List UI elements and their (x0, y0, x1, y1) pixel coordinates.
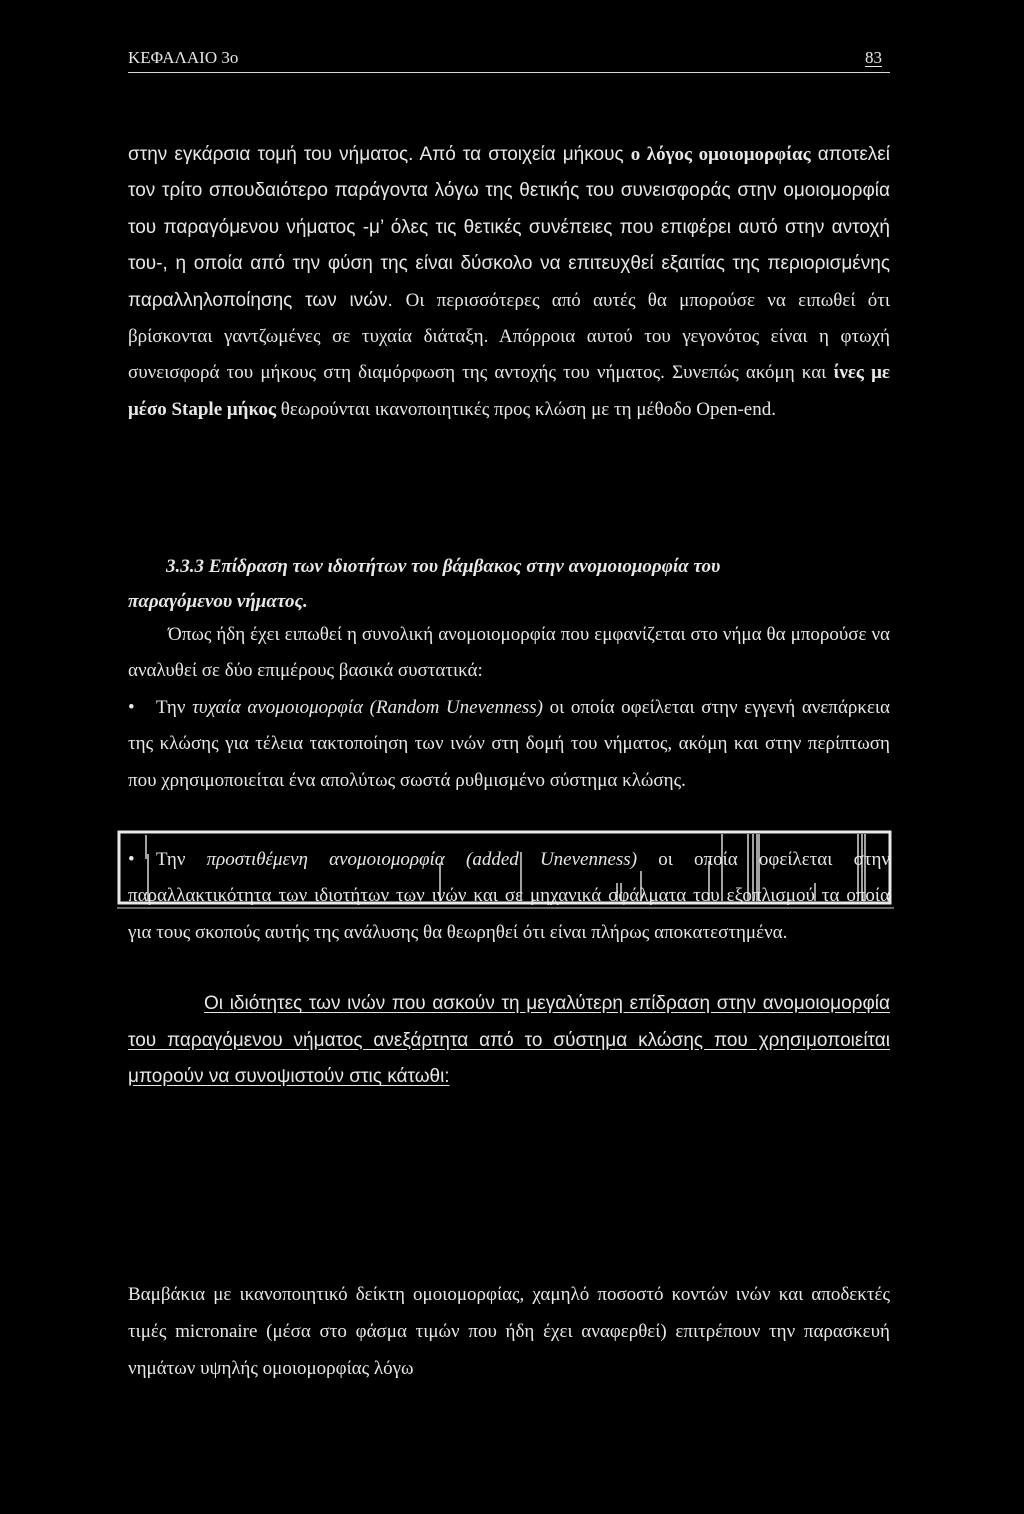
p1-text-1: στην εγκάρσια τομή του νήματος. Από τα στοιχεία μήκους (128, 144, 631, 165)
section-heading (128, 549, 890, 619)
p1-text-5: θεωρούνται ικανοποιητικές προς κλώση με τη μέθοδο Open-end. (275, 398, 776, 420)
bullet-random-unevenness (128, 690, 890, 799)
bullet-dot: • (128, 849, 135, 870)
p1-text-4: Συνεπώς ακόμη και (672, 362, 834, 384)
paragraph-fiber-properties: Οι ιδιότητες των ινών που ασκούν τη μεγαλύτερη επίδραση στην ανομοιομορφία του παραγόμενου νήματος ανεξάρτητα από το σύστημα κλώσης που χρησιμοποιείται μπορούν να συνοψιστούν στις κάτωθι: (128, 993, 890, 1087)
table-column-rules (146, 834, 865, 901)
table-outer-border (119, 832, 890, 903)
p1-bold-uniformity-ratio: ο λόγος ομοιομορφίας (630, 144, 811, 165)
bullet-1-term: τυχαία ανομοιομορφία (Random Unevenness) (192, 697, 544, 718)
p1-bold-staple: ίνες με μέσο Staple μήκος (128, 362, 890, 420)
scanned-table-figure (117, 829, 894, 909)
bullet-2-term: προστιθέμενη ανομοιομορφία (added Unevenness) (206, 849, 638, 870)
bullet-2-pre: Την (156, 849, 207, 870)
bullet-1-post: οι οποία οφείλεται στην εγγενή ανεπάρκεια της κλώσης για τέλεια τακτοποίηση των ινών στη δομή του νήματος, ακόμη και στην περίπτωση που χρησιμοποιείται ένα απολύτως σωστά ρυθμισμένο σύστημα κλώσης. (128, 697, 891, 791)
bullet-2-post: οι οποία οφείλεται στην παραλλακτικότητα των ιδιοτήτων των ινών και σε μηχανικά σφάλματα του εξοπλισμού τα οποία για τους σκοπούς αυτής της ανάλυσης θα θεωρηθεί ότι είναι πλήρως αποκατεστημένα. (128, 849, 890, 943)
p1-text-2: αποτελεί τον τρίτο σπουδαιότερο παράγοντα λόγω της θετικής του συνεισφοράς στην ομοιομορφία του παραγόμενου νήματος -μ’ όλες τις θετικές συνέπειες που επιφέρει αυτό στην αντοχή του-, η οποία από την φύση της είναι δύσκολο να επιτευχθεί εξαιτίας της περιορισμένης παραλληλοποίησης των ινών. (128, 144, 890, 311)
running-header (128, 48, 890, 73)
bullet-dot: • (128, 697, 135, 718)
paragraph-fiber-length (128, 137, 890, 428)
paragraph-cotton-quality: Βαμβάκια με ικανοποιητικό δείκτη ομοιομορφίας, χαμηλό ποσοστό κοντών ινών και αποδεκτές τιμές micronaire (μέσα στο φάσμα τιμών που ήδη έχει αναφερθεί) επιτρέπουν την παρασκευή νημάτων υψηλής ομοιομορφίας λόγω (128, 1284, 890, 1379)
heading-line-1: 3.3.3 Επίδραση των ιδιοτήτων του βάμβακος στην ανομοιομορφία του (166, 556, 721, 577)
bullet-1-pre: Την (156, 697, 193, 718)
chapter-label: ΚΕΦΑΛΑΙΟ 3ο (128, 48, 239, 67)
heading-line-2: παραγόμενου νήματος. (128, 591, 308, 612)
page-number: 83 (865, 48, 882, 67)
paragraph-unevenness-intro: Όπως ήδη έχει ειπωθεί η συνολική ανομοιομορφία που εμφανίζεται στο νήμα θα μπορούσε να αναλυθεί σε δύο επιμέρους βασικά συστατικά: (128, 624, 890, 681)
p1-text-3: Οι περισσότερες από αυτές θα μπορούσε να ειπωθεί ότι βρίσκονται γαντζωμένες σε τυχαία διάταξη. Απόρροια αυτού του γεγονότος είναι η φτωχή συνεισφορά του μήκους στη διαμόρφωση της αντοχής του νήματος. (128, 289, 890, 384)
